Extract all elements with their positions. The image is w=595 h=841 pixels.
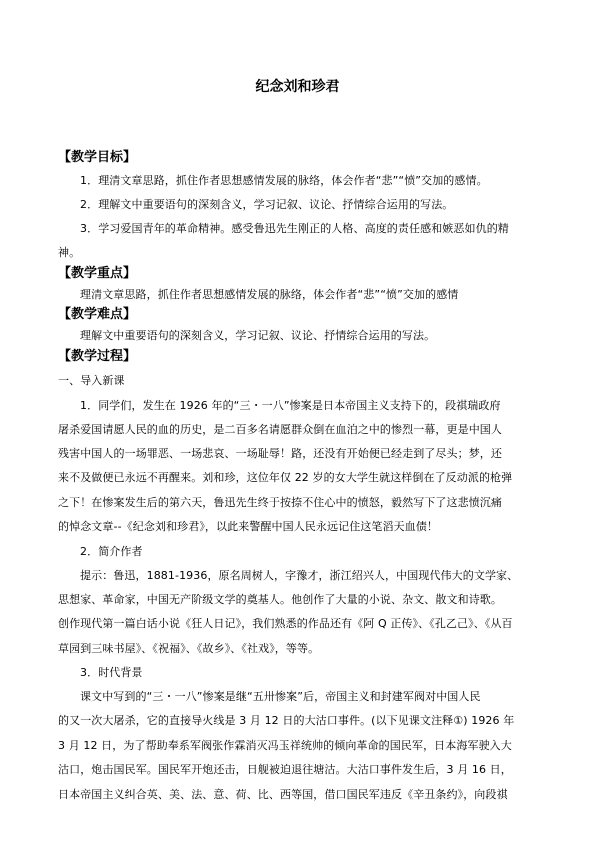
section-intro: 一、导入新课 bbox=[58, 374, 125, 387]
focus-text: 理清文章思路，抓住作者思想感情发展的脉络，体会作者“悲”“愤”交加的感情 bbox=[80, 288, 459, 301]
paragraph-line: 残害中国人的一场罪恶、一场悲哀、一场耻辱！路，还没有开始便已经走到了尽头；梦，还 bbox=[58, 447, 502, 460]
paragraph-line: 提示：鲁迅，1881-1936，原名周树人，字豫才，浙江绍兴人，中国现代伟大的文学家、 bbox=[80, 569, 519, 582]
goal-item: 1．理清文章思路，抓住作者思想感情发展的脉络，体会作者“悲”“愤”交加的感情。 bbox=[80, 174, 488, 187]
goal-item: 3．学习爱国青年的革命精神。感受鲁迅先生刚正的人格、高度的责任感和嫉恶如仇的精 bbox=[80, 222, 509, 235]
paragraph-line: 之下！在惨案发生后的第六天，鲁迅先生终于按捺不住心中的愤怒，毅然写下了这悲愤沉痛 bbox=[58, 496, 502, 509]
paragraph-line: 的悼念文章--《纪念刘和珍君》，以此来警醒中国人民永远记住这笔滔天血债！ bbox=[58, 520, 439, 533]
paragraph-line: 思想家、革命家，中国无产阶级文学的奠基人。他创作了大量的小说、杂文、散文和诗歌。 bbox=[58, 593, 502, 606]
goal-item: 神。 bbox=[58, 246, 81, 259]
paragraph-line: 来不及做便已永远不再醒来。刘和珍，这位年仅 22 岁的女大学生就这样倒在了反动派的枪弹 bbox=[58, 471, 513, 484]
paragraph-line: 屠杀爱国请愿人民的血的历史，是二百多名请愿群众倒在血泊之中的惨烈一幕，更是中国人 bbox=[58, 423, 502, 436]
paragraph-line: 创作现代第一篇白话小说《狂人日记》，我们熟悉的作品还有《阿 Q 正传》、《孔乙己》、《从百 bbox=[58, 617, 513, 630]
section-background: 3．时代背景 bbox=[80, 666, 143, 679]
paragraph-line: 的又一次大屠杀，它的直接导火线是 3 月 12 日的大沽口事件。(以下见课文注释①) 1926 年 bbox=[58, 714, 515, 727]
heading-difficulty: 【教学难点】 bbox=[58, 307, 137, 322]
difficulty-text: 理解文中重要语句的深刻含义，学习记叙、议论、抒情综合运用的写法。 bbox=[80, 329, 436, 342]
paragraph-line: 日本帝国主义纠合英、美、法、意、荷、比、西等国，借口国民军违反《辛丑条约》，向段祺 bbox=[58, 788, 508, 801]
paragraph-line: 1．同学们，发生在 1926 年的“三・一八”惨案是日本帝国主义支持下的，段祺瑞政府 bbox=[80, 399, 501, 412]
paragraph-line: 沽口，炮击国民军。国民军开炮还击，日舰被迫退往塘沽。大沽口事件发生后，3 月 16 日， bbox=[58, 763, 512, 776]
heading-goals: 【教学目标】 bbox=[58, 150, 137, 165]
document-title: 纪念刘和珍君 bbox=[255, 79, 340, 95]
heading-process: 【教学过程】 bbox=[58, 349, 137, 364]
heading-focus: 【教学重点】 bbox=[58, 266, 137, 281]
paragraph-line: 3 月 12 日，为了帮助奉系军阀张作霖消灭冯玉祥统帅的倾向革命的国民军，日本海军驶入大 bbox=[58, 739, 512, 752]
section-author: 2．简介作者 bbox=[80, 545, 143, 558]
goal-item: 2．理解文中重要语句的深刻含义，学习记叙、议论、抒情综合运用的写法。 bbox=[80, 198, 454, 211]
paragraph-line: 课文中写到的“三・一八”惨案是继“五卅惨案”后，帝国主义和封建军阀对中国人民 bbox=[80, 690, 481, 703]
paragraph-line: 草园到三味书屋》、《祝福》、《故乡》、《社戏》，等等。 bbox=[58, 642, 320, 655]
